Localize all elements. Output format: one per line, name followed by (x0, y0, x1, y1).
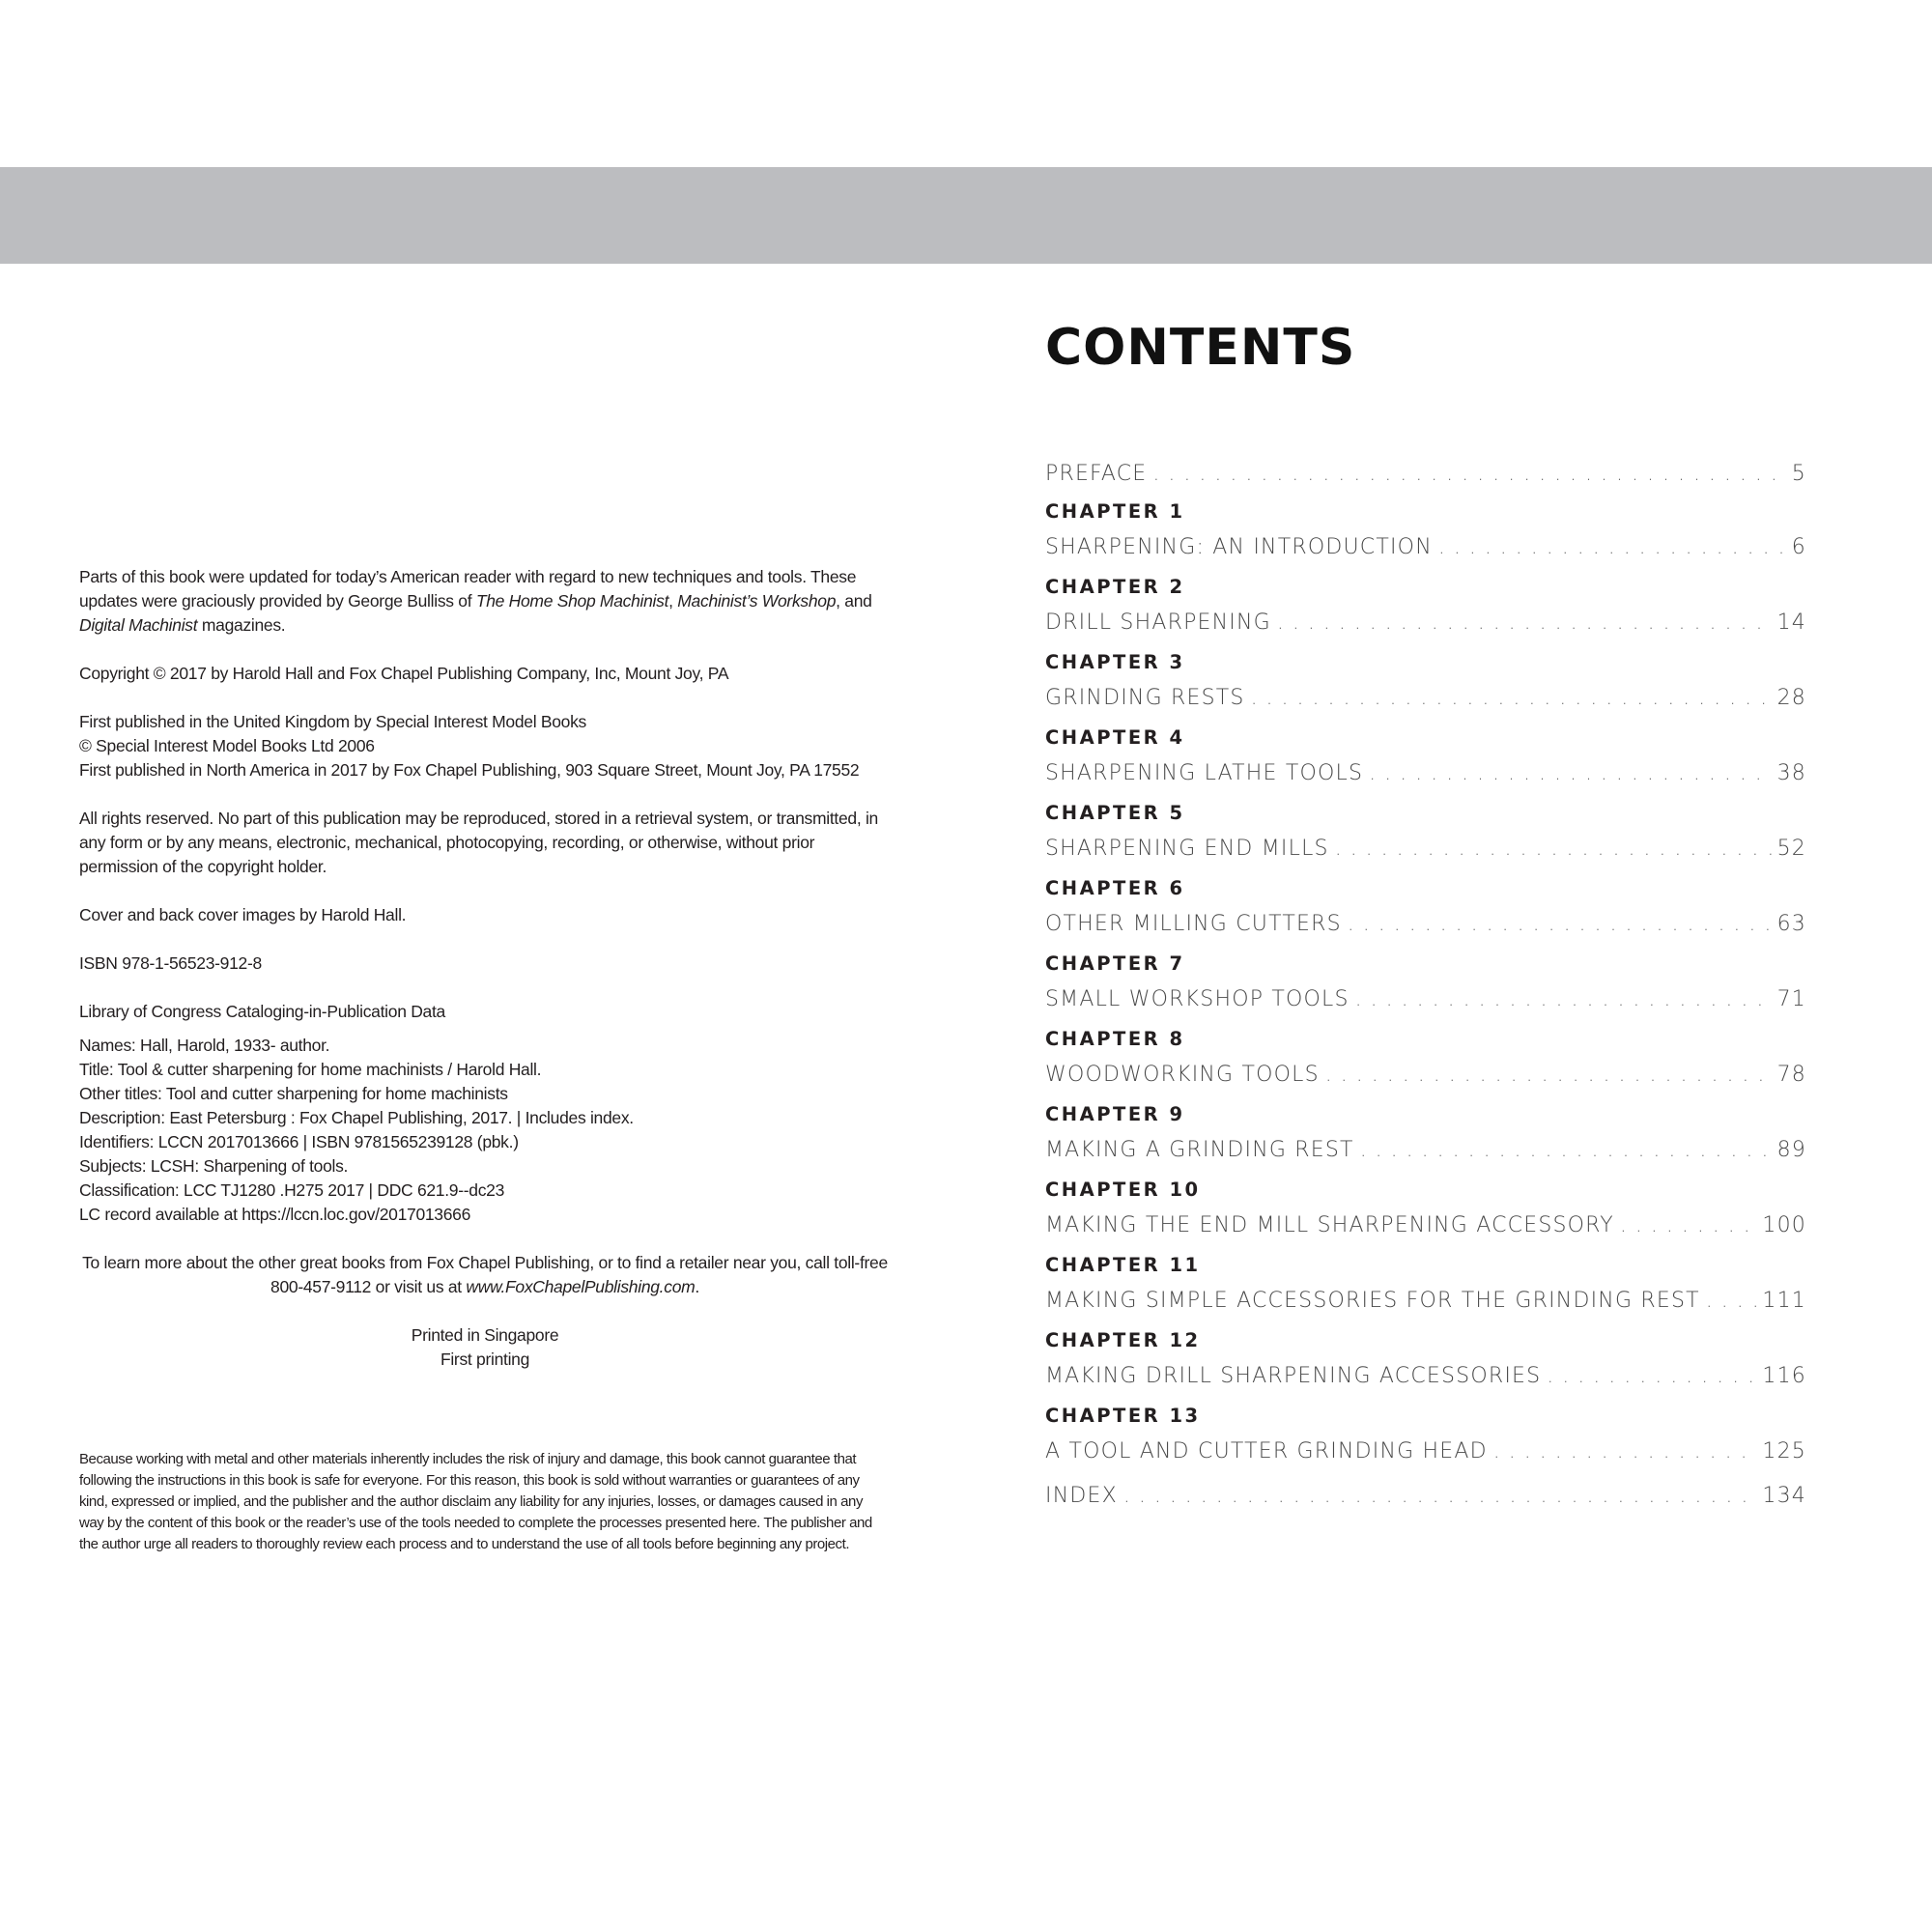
publication-line: First published in the United Kingdom by Special Interest Model Books (79, 712, 587, 731)
rights-statement: All rights reserved. No part of this publication may be reproduced, stored in a retrieval system, or transmitted, in any form or by any means, electronic, mechanical, photocopying, recording, or otherwise, without prior permission of the copyright holder. (79, 809, 878, 876)
toc-entry-chapter-10[interactable] (1045, 1206, 1806, 1246)
dot-leader (1369, 753, 1771, 794)
dot-leader (1360, 1130, 1772, 1171)
toc-entry-index[interactable] (1045, 1476, 1806, 1517)
toc-page-number: 52 (1776, 837, 1806, 861)
toc-page-number: 63 (1776, 912, 1806, 936)
toc-page-number: 5 (1791, 462, 1806, 486)
dot-leader (1355, 980, 1772, 1020)
cip-line: LC record available at https://lccn.loc.gov/2017013666 (79, 1205, 471, 1224)
toc-chapter-label: CHAPTER 9 (1045, 1103, 1185, 1125)
toc-entry-chapter-12[interactable] (1045, 1356, 1806, 1397)
dot-leader (1620, 1206, 1757, 1246)
safety-disclaimer: Because working with metal and other materials inherently includes the risk of injury and damage, this book cannot guarantee that following the instructions in this book is safe for everyone. For this reason, this book is sold without warranties or guarantees of any kind, expressed or implied, and the publisher and the author disclaim any liability for any injuries, losses, or damages caused in any way by the content of this book or the reader’s use of the tools needed to complete the processes presented here. The publisher and the author urge all readers to thoroughly review each process and to understand the use of all tools before beginning any project. (79, 1451, 872, 1552)
cover-credit: Cover and back cover images by Harold Hall. (79, 905, 407, 924)
toc-chapter-label: CHAPTER 4 (1045, 726, 1185, 749)
dot-leader (1123, 1476, 1757, 1517)
dot-leader (1325, 1055, 1772, 1095)
learn-more-end: . (695, 1277, 699, 1296)
dot-leader (1493, 1432, 1757, 1472)
toc-entry-title: GRINDING RESTS (1045, 686, 1245, 710)
cip-line: Subjects: LCSH: Sharpening of tools. (79, 1156, 349, 1176)
toc-chapter-label: CHAPTER 8 (1045, 1028, 1185, 1050)
cip-line: Identifiers: LCCN 2017013666 | ISBN 9781565239128 (pbk.) (79, 1132, 519, 1151)
isbn: ISBN 978-1-56523-912-8 (79, 953, 262, 973)
copyright-line: Copyright © 2017 by Harold Hall and Fox Chapel Publishing Company, Inc, Mount Joy, PA (79, 664, 729, 683)
dot-leader (1251, 678, 1772, 719)
updates-note (79, 565, 891, 638)
publisher-website-link[interactable]: www.FoxChapelPublishing.com (466, 1277, 696, 1296)
separator: , and (836, 591, 872, 611)
header-gray-band (0, 167, 1932, 264)
toc-page-number: 14 (1776, 611, 1806, 635)
loc-heading: Library of Congress Cataloging-in-Publication Data (79, 1002, 445, 1021)
magazine-title: Digital Machinist (79, 615, 198, 635)
toc-entry-title: MAKING SIMPLE ACCESSORIES FOR THE GRINDING REST (1045, 1289, 1700, 1313)
publication-line: First published in North America in 2017 by Fox Chapel Publishing, 903 Square Street, Mount Joy, PA 17552 (79, 760, 860, 780)
separator: , (668, 591, 678, 611)
toc-page-number: 100 (1762, 1213, 1806, 1237)
cip-line: Description: East Petersburg : Fox Chapel Publishing, 2017. | Includes index. (79, 1108, 634, 1127)
toc-entry-title: SHARPENING END MILLS (1045, 837, 1329, 861)
toc-entry-chapter-3[interactable] (1045, 678, 1806, 719)
dot-leader (1547, 1356, 1756, 1397)
publication-line: © Special Interest Model Books Ltd 2006 (79, 736, 375, 755)
toc-chapter-label: CHAPTER 1 (1045, 500, 1185, 523)
toc-chapter-label: CHAPTER 5 (1045, 802, 1185, 824)
toc-entry-chapter-2[interactable] (1045, 603, 1806, 643)
toc-chapter-label: CHAPTER 10 (1045, 1179, 1201, 1201)
toc-entry-chapter-6[interactable] (1045, 904, 1806, 945)
updates-note-text: Parts of this book were updated for today’s American reader with regard to new techniques and tools. These updates were graciously provided by George Bulliss of (79, 567, 857, 611)
toc-entry-chapter-8[interactable] (1045, 1055, 1806, 1095)
toc-entry-title: PREFACE (1045, 462, 1148, 486)
toc-entry-chapter-9[interactable] (1045, 1130, 1806, 1171)
dot-leader (1335, 829, 1772, 869)
toc-entry-title: SHARPENING: AN INTRODUCTION (1045, 535, 1433, 559)
toc-entry-title: MAKING THE END MILL SHARPENING ACCESSORY (1045, 1213, 1614, 1237)
updates-note-end: magazines. (197, 615, 286, 635)
toc-entry-chapter-1[interactable] (1045, 527, 1806, 568)
toc-page-number: 6 (1791, 535, 1806, 559)
toc-entry-title: MAKING DRILL SHARPENING ACCESSORIES (1045, 1364, 1542, 1388)
cip-line: Title: Tool & cutter sharpening for home machinists / Harold Hall. (79, 1060, 542, 1079)
copyright-page (79, 565, 891, 1396)
toc-entry-title: SHARPENING LATHE TOOLS (1045, 761, 1364, 785)
cip-data (79, 1034, 891, 1227)
toc-entry-chapter-5[interactable] (1045, 829, 1806, 869)
cip-line: Classification: LCC TJ1280 .H275 2017 | DDC 621.9--dc23 (79, 1180, 505, 1200)
dot-leader (1277, 603, 1772, 643)
toc-page-number: 28 (1776, 686, 1806, 710)
toc-page-number: 89 (1776, 1138, 1806, 1162)
toc-entry-title: INDEX (1045, 1484, 1118, 1508)
toc-entry-title: A TOOL AND CUTTER GRINDING HEAD (1045, 1439, 1488, 1463)
dot-leader (1348, 904, 1772, 945)
toc-page-number: 38 (1776, 761, 1806, 785)
cip-line: Names: Hall, Harold, 1933- author. (79, 1036, 330, 1055)
toc-chapter-label: CHAPTER 3 (1045, 651, 1185, 673)
toc-page-number: 134 (1762, 1484, 1806, 1508)
toc-chapter-label: CHAPTER 6 (1045, 877, 1185, 899)
toc-chapter-label: CHAPTER 13 (1045, 1405, 1201, 1427)
toc-page-number: 78 (1776, 1063, 1806, 1087)
contents-title: CONTENTS (1045, 319, 1356, 377)
table-of-contents (1045, 454, 1806, 1517)
dot-leader (1438, 527, 1786, 568)
magazine-title: Machinist’s Workshop (677, 591, 837, 611)
toc-page-number: 116 (1762, 1364, 1806, 1388)
toc-chapter-label: CHAPTER 7 (1045, 952, 1185, 975)
learn-more (79, 1251, 891, 1299)
toc-page-number: 111 (1762, 1289, 1806, 1313)
toc-chapter-label: CHAPTER 11 (1045, 1254, 1201, 1276)
toc-chapter-label: CHAPTER 2 (1045, 576, 1185, 598)
toc-entry-preface[interactable] (1045, 454, 1806, 495)
dot-leader (1152, 454, 1785, 495)
toc-chapter-label: CHAPTER 12 (1045, 1329, 1201, 1351)
toc-entry-title: SMALL WORKSHOP TOOLS (1045, 987, 1350, 1011)
cip-line: Other titles: Tool and cutter sharpening for home machinists (79, 1084, 508, 1103)
printed-location: Printed in Singapore (411, 1325, 559, 1345)
toc-entry-title: MAKING A GRINDING REST (1045, 1138, 1354, 1162)
toc-page-number: 71 (1776, 987, 1806, 1011)
dot-leader (1706, 1281, 1757, 1321)
toc-entry-title: WOODWORKING TOOLS (1045, 1063, 1320, 1087)
publication-history (79, 710, 891, 782)
learn-more-text: To learn more about the other great books from Fox Chapel Publishing, or to find a retailer near you, call toll-free 800-457-9112 or visit us at (82, 1253, 888, 1296)
printing-info (79, 1323, 891, 1372)
toc-entry-chapter-7[interactable] (1045, 980, 1806, 1020)
printing-number: First printing (440, 1350, 530, 1369)
toc-entry-chapter-13[interactable] (1045, 1432, 1806, 1472)
toc-entry-title: DRILL SHARPENING (1045, 611, 1271, 635)
toc-page-number: 125 (1762, 1439, 1806, 1463)
toc-entry-title: OTHER MILLING CUTTERS (1045, 912, 1342, 936)
toc-entry-chapter-4[interactable] (1045, 753, 1806, 794)
magazine-title: The Home Shop Machinist (475, 591, 669, 611)
toc-entry-chapter-11[interactable] (1045, 1281, 1806, 1321)
